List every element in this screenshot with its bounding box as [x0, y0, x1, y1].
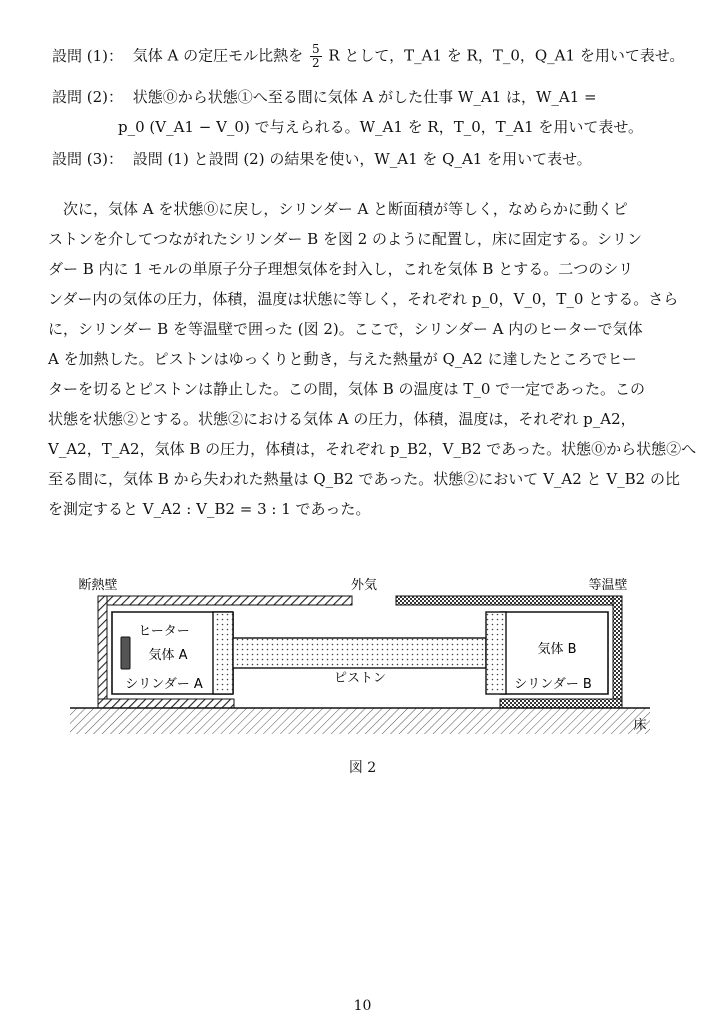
question-3	[52, 148, 592, 170]
paragraph-line: に，シリンダー B を等温壁で囲った (図 2)。ここで，シリンダー A 内のヒーターで気体	[48, 320, 643, 338]
question-1-text-after: R として，T_A1 を R，T_0，Q_A1 を用いて表せ。	[328, 46, 685, 65]
question-2-line-1: 状態⓪から状態①へ至る間に気体 A がした仕事 W_A1 は，W_A1 =	[132, 88, 597, 106]
cylinder-b-label: シリンダー B	[514, 677, 592, 692]
question-3-label: 設問 (3)：	[52, 150, 124, 168]
adiabatic-wall-label: 断熱壁	[78, 578, 118, 593]
page-number: 10	[353, 998, 372, 1014]
cylinder-diagram	[60, 572, 660, 747]
paragraph-line: を測定すると V_A2 : V_B2 = 3 : 1 であった。	[48, 500, 371, 518]
question-2-label: 設問 (2)：	[52, 88, 124, 106]
paragraph-line: ダー B 内に 1 モルの単原子分子理想気体を封入し，これを気体 B とする。二つのシリ	[48, 260, 634, 278]
paragraph-line: 状態を状態②とする。状態②における気体 A の圧力，体積，温度は，それぞれ p_A2，	[48, 410, 636, 428]
heater-icon	[121, 637, 130, 669]
paragraph-line: ターを切るとピストンは静止した。この間，気体 B の温度は T_0 で一定であった。この	[48, 380, 645, 398]
figure-caption: 図 2	[348, 760, 377, 776]
question-3-text: 設問 (1) と設問 (2) の結果を使い，W_A1 を Q_A1 を用いて表せ。	[132, 150, 592, 168]
floor-label: 床	[633, 718, 647, 733]
isothermal-wall-label: 等温壁	[588, 578, 628, 593]
floor	[70, 708, 650, 734]
paragraph-line: A を加熱した。ピストンはゆっくりと動き，与えた熱量が Q_A2 に達したところでヒー	[48, 350, 637, 368]
paragraph-line: V_A2，T_A2，気体 B の圧力，体積は，それぞれ p_B2，V_B2 であった。状態⓪から状態②へ	[48, 440, 697, 458]
paragraph-line: ストンを介してつながれたシリンダー B を図 2 のように配置し，床に固定する。シリン	[48, 230, 643, 248]
question-1-label: 設問 (1)：	[52, 46, 124, 65]
figure-2	[60, 572, 660, 751]
question-1-text-before: 気体 A の定圧モル比熱を	[132, 46, 304, 65]
question-2	[52, 86, 597, 108]
question-2-line-2: p_0 (V_A1 − V_0) で与えられる。W_A1 を R，T_0，T_A1 を用いて表せ。	[118, 118, 643, 136]
fraction-numerator: 5	[311, 42, 320, 56]
question-1	[52, 43, 684, 70]
heater-label: ヒーター	[138, 624, 190, 639]
gas-a-label: 気体 A	[148, 648, 188, 663]
fraction-denominator: 2	[311, 56, 320, 70]
fraction-five-halves	[310, 43, 322, 70]
piston-label: ピストン	[333, 671, 387, 686]
gas-b-label: 気体 B	[537, 642, 577, 657]
question-2-continuation	[118, 116, 643, 138]
body-paragraph	[48, 194, 697, 524]
cylinder-a-label: シリンダー A	[125, 677, 203, 692]
paragraph-line: 次に，気体 A を状態⓪に戻し，シリンダー A と断面積が等しく，なめらかに動くピ	[63, 200, 628, 218]
outside-air-label: 外気	[350, 578, 378, 593]
paragraph-line: ンダー内の気体の圧力，体積，温度は状態に等しく，それぞれ p_0，V_0，T_0 とする。さら	[48, 290, 679, 308]
paragraph-line: 至る間に，気体 B から失われた熱量は Q_B2 であった。状態②において V_A2 と V_B2 の比	[48, 470, 680, 488]
